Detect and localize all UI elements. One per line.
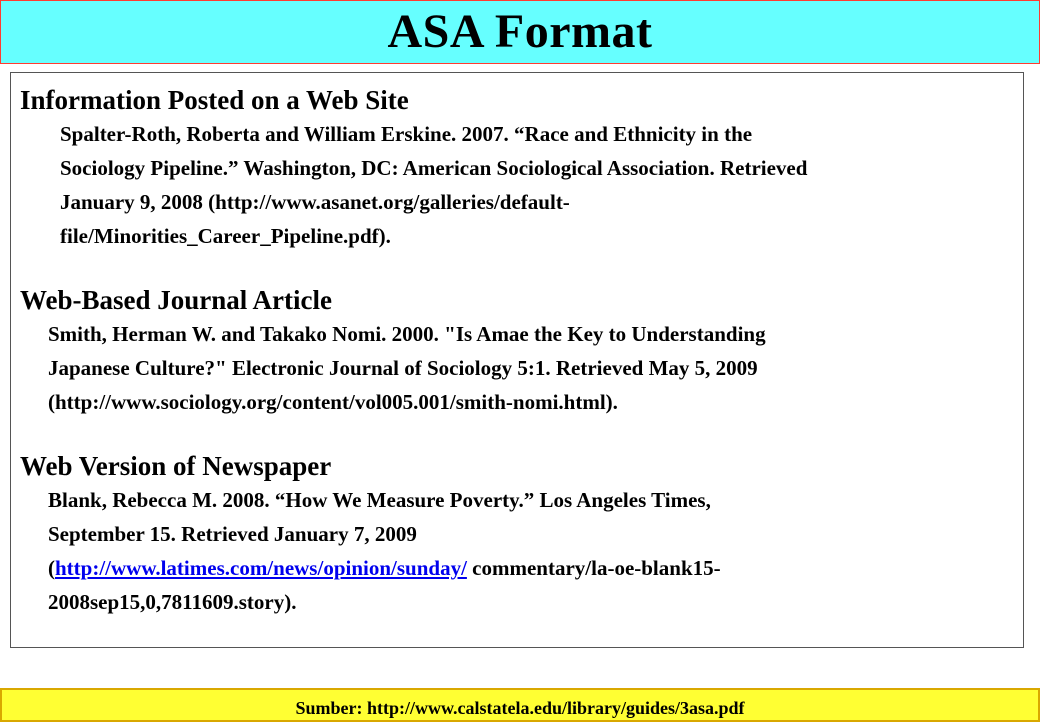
citation-line: January 9, 2008 (http://www.asanet.org/galleries/default-	[60, 190, 570, 214]
citation-line: Blank, Rebecca M. 2008. “How We Measure Poverty.” Los Angeles Times,	[48, 488, 711, 512]
citation-line-suffix: commentary/la-oe-blank15-	[466, 556, 721, 580]
section-journal-article	[20, 283, 1013, 419]
citation-line: (http://www.sociology.org/content/vol005.001/smith-nomi.html).	[48, 390, 618, 414]
section-heading: Information Posted on a Web Site	[20, 85, 409, 115]
citation-line: file/Minorities_Career_Pipeline.pdf).	[60, 224, 391, 248]
citation-text	[20, 317, 1013, 419]
citation-line: September 15. Retrieved January 7, 2009	[48, 522, 417, 546]
section-web-site	[20, 83, 1013, 253]
slide-title: ASA Format	[387, 5, 653, 58]
source-footer	[0, 688, 1040, 722]
citation-line: Sociology Pipeline.” Washington, DC: American Sociological Association. Retrieved	[60, 156, 808, 180]
citation-line-prefix: (	[48, 556, 55, 580]
citation-line: Smith, Herman W. and Takako Nomi. 2000. "Is Amae the Key to Understanding	[48, 322, 766, 346]
latimes-link[interactable]: http://www.latimes.com/news/opinion/sunday/	[55, 556, 467, 580]
citation-line: Japanese Culture?" Electronic Journal of Sociology 5:1. Retrieved May 5, 2009	[48, 356, 758, 380]
section-heading: Web-Based Journal Article	[20, 285, 332, 315]
citation-line: 2008sep15,0,7811609.story).	[48, 590, 297, 614]
section-heading: Web Version of Newspaper	[20, 451, 332, 481]
title-banner	[0, 0, 1040, 64]
citation-line: Spalter-Roth, Roberta and William Erskine. 2007. “Race and Ethnicity in the	[60, 122, 753, 146]
citation-text	[20, 117, 1013, 253]
citation-text	[20, 483, 1013, 619]
source-text: Sumber: http://www.calstatela.edu/library/guides/3asa.pdf	[295, 697, 745, 718]
section-newspaper	[20, 449, 1013, 619]
content-box	[10, 72, 1024, 648]
